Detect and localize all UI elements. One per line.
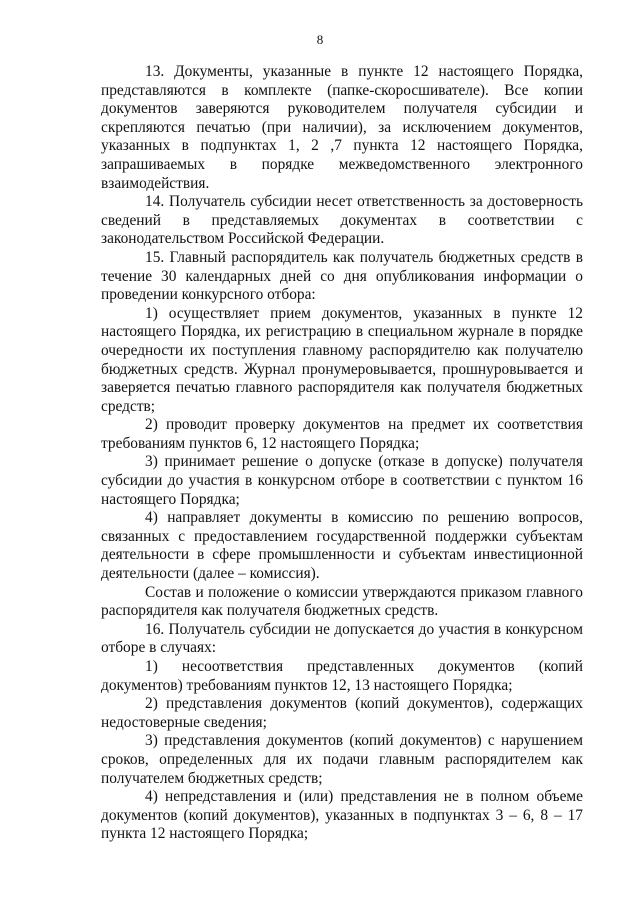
paragraph-13: 13. Документы, указанные в пункте 12 настоящего Порядка, представляются в комплекте (папке-скоросшивателе). Все копии документов заверяются руководителем получателя субсидии и скрепляются печатью (при наличии), за исключением документов, указанных в подпунктах 1, 2 ,7 пункта 12 настоящего Порядка, запрашиваемых в порядке межведомственного электронного взаимодействия. <box>101 63 583 192</box>
paragraph-16-item-3: 3) представления документов (копий документов) с нарушением сроков, определенных для их подачи главным распорядителем как получателем бюджетных средств; <box>101 732 583 787</box>
paragraph-15-item-3: 3) принимает решение о допуске (отказе в допуске) получателя субсидии до участия в конкурсном отборе в соответствии с пунктом 16 настоящего Порядка; <box>101 453 583 508</box>
paragraph-commission: Состав и положение о комиссии утверждаются приказом главного распорядителя как получателя бюджетных средств. <box>101 583 583 620</box>
paragraph-16-item-4: 4) непредставления и (или) представления не в полном объеме документов (копий документов), указанных в подпунктах 3 – 6, 8 – 17 пункта 12 настоящего Порядка; <box>101 788 583 843</box>
paragraph-15-item-1: 1) осуществляет прием документов, указанных в пункте 12 настоящего Порядка, их регистрацию в специальном журнале в порядке очередности их поступления главному распорядителю как получателю бюджетных средств. Журнал пронумеровывается, прошнуровывается и заверяется печатью главного распорядителя как получателя бюджетных средств; <box>101 304 583 415</box>
paragraph-14: 14. Получатель субсидии несет ответственность за достоверность сведений в представляемых документах в соответствии с законодательством Российской Федерации. <box>101 193 583 248</box>
page-number: 8 <box>316 32 324 47</box>
paragraph-15-item-4: 4) направляет документы в комиссию по решению вопросов, связанных с предоставлением государственной поддержки субъектам деятельности в сфере промышленности и субъектам инвестиционной деятельности (далее – комиссия). <box>101 509 583 583</box>
paragraph-16: 16. Получатель субсидии не допускается до участия в конкурсном отборе в случаях: <box>101 620 583 657</box>
paragraph-16-item-1: 1) несоответствия представленных документов (копий документов) требованиям пунктов 12, 13 настоящего Порядка; <box>101 658 583 694</box>
document-body <box>101 63 583 844</box>
paragraph-15-item-2: 2) проводит проверку документов на предмет их соответствия требованиям пунктов 6, 12 настоящего Порядка; <box>101 416 583 452</box>
paragraph-16-item-2: 2) представления документов (копий документов), содержащих недостоверные сведения; <box>101 695 583 731</box>
paragraph-15: 15. Главный распорядитель как получатель бюджетных средств в течение 30 календарных дней со дня опубликования информации о проведении конкурсного отбора: <box>101 248 583 304</box>
